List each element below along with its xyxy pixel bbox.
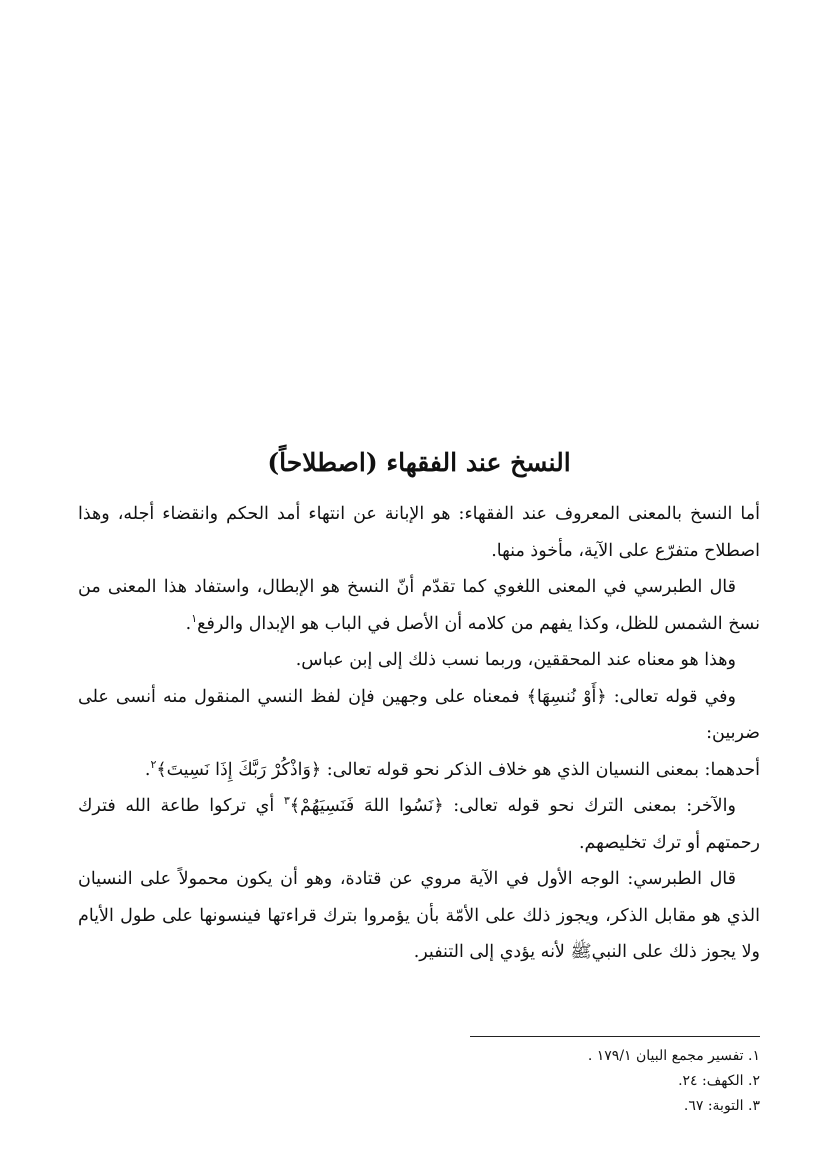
paragraph-tabarsi-qatada: قال الطبرسي: الوجه الأول في الآية مروي عن قتادة، وهو أن يكون محمولاً على النسيان الذي هو مقابل الذكر، ويجوز ذلك على الأمّة بأن يؤمروا بترك قراءتها فينسونها على طول الأيام ولا يجوز ذلك على النبيﷺ لأنه يؤدي إلى التنفير. [78,869,760,962]
footnotes [470,1044,760,1119]
document-page [78,440,760,971]
paragraph-text-continued: أي تركوا طاعة الله فترك رحمتهم أو ترك تخليصهم. [78,796,760,853]
footnote-1: ١. تفسير مجمع البيان ١٧٩/١ . [587,1048,760,1064]
paragraph-text: والآخر: بمعنى الترك نحو قوله تعالى: ﴿نَسُوا اللهَ فَنَسِيَهُمْ﴾ [289,796,736,816]
section-title: النسخ عند الفقهاء (اصطلاحاً) [267,448,571,477]
paragraph-text: أحدهما: بمعنى النسيان الذي هو خلاف الذكر نحو قوله تعالى: ﴿وَاذْكُرْ رَبَّكَ إِذَا نَسِيتَ﴾ [156,759,760,780]
paragraph-first-meaning: أحدهما: بمعنى النسيان الذي هو خلاف الذكر نحو قوله تعالى: ﴿وَاذْكُرْ رَبَّكَ إِذَا نَسِيتَ﴾$^٢$. [144,757,760,780]
footnote-3: ٣. التوبة: ٦٧. [683,1098,760,1114]
paragraph-second-meaning [78,788,760,861]
paragraph-verse-nunsiha: وفي قوله تعالى: ﴿أَوْ نُنسِهَا﴾ فمعناه على وجهين فإن لفظ النسي المنقول منه أنسى على ضربين: [78,686,760,743]
footnote-divider [470,1036,760,1037]
footnote-mark-1: ١ [191,611,198,625]
footnote-mark-2: ٢ [150,757,157,771]
paragraph-muhaqqiqin: وهذا هو معناه عند المحققين، وربما نسب ذلك إلى إبن عباس. [295,650,736,670]
paragraph-text: قال الطبرسي في المعنى اللغوي كما تقدّم أنّ النسخ هو الإبطال، واستفاد هذا المعنى من نسخ الشمس للظل، وكذا يفهم من كلامه أن الأصل في الباب هو الإبدال والرفع [78,577,760,634]
paragraph-tabarsi-linguistic: قال الطبرسي في المعنى اللغوي كما تقدّم أنّ النسخ هو الإبطال، واستفاد هذا المعنى من نسخ الشمس للظل، وكذا يفهم من كلامه أن الأصل في الباب هو الإبدال والرفع$^١$. [78,577,760,634]
footnote-mark-3: ٣ [283,794,290,808]
footnote-2: ٢. الكهف: ٢٤. [678,1073,760,1089]
paragraph-definition: أما النسخ بالمعنى المعروف عند الفقهاء: هو الإبانة عن انتهاء أمد الحكم وانقضاء أجله، وهذا اصطلاح متفرّع على الآية، مأخوذ منها. [78,504,760,561]
